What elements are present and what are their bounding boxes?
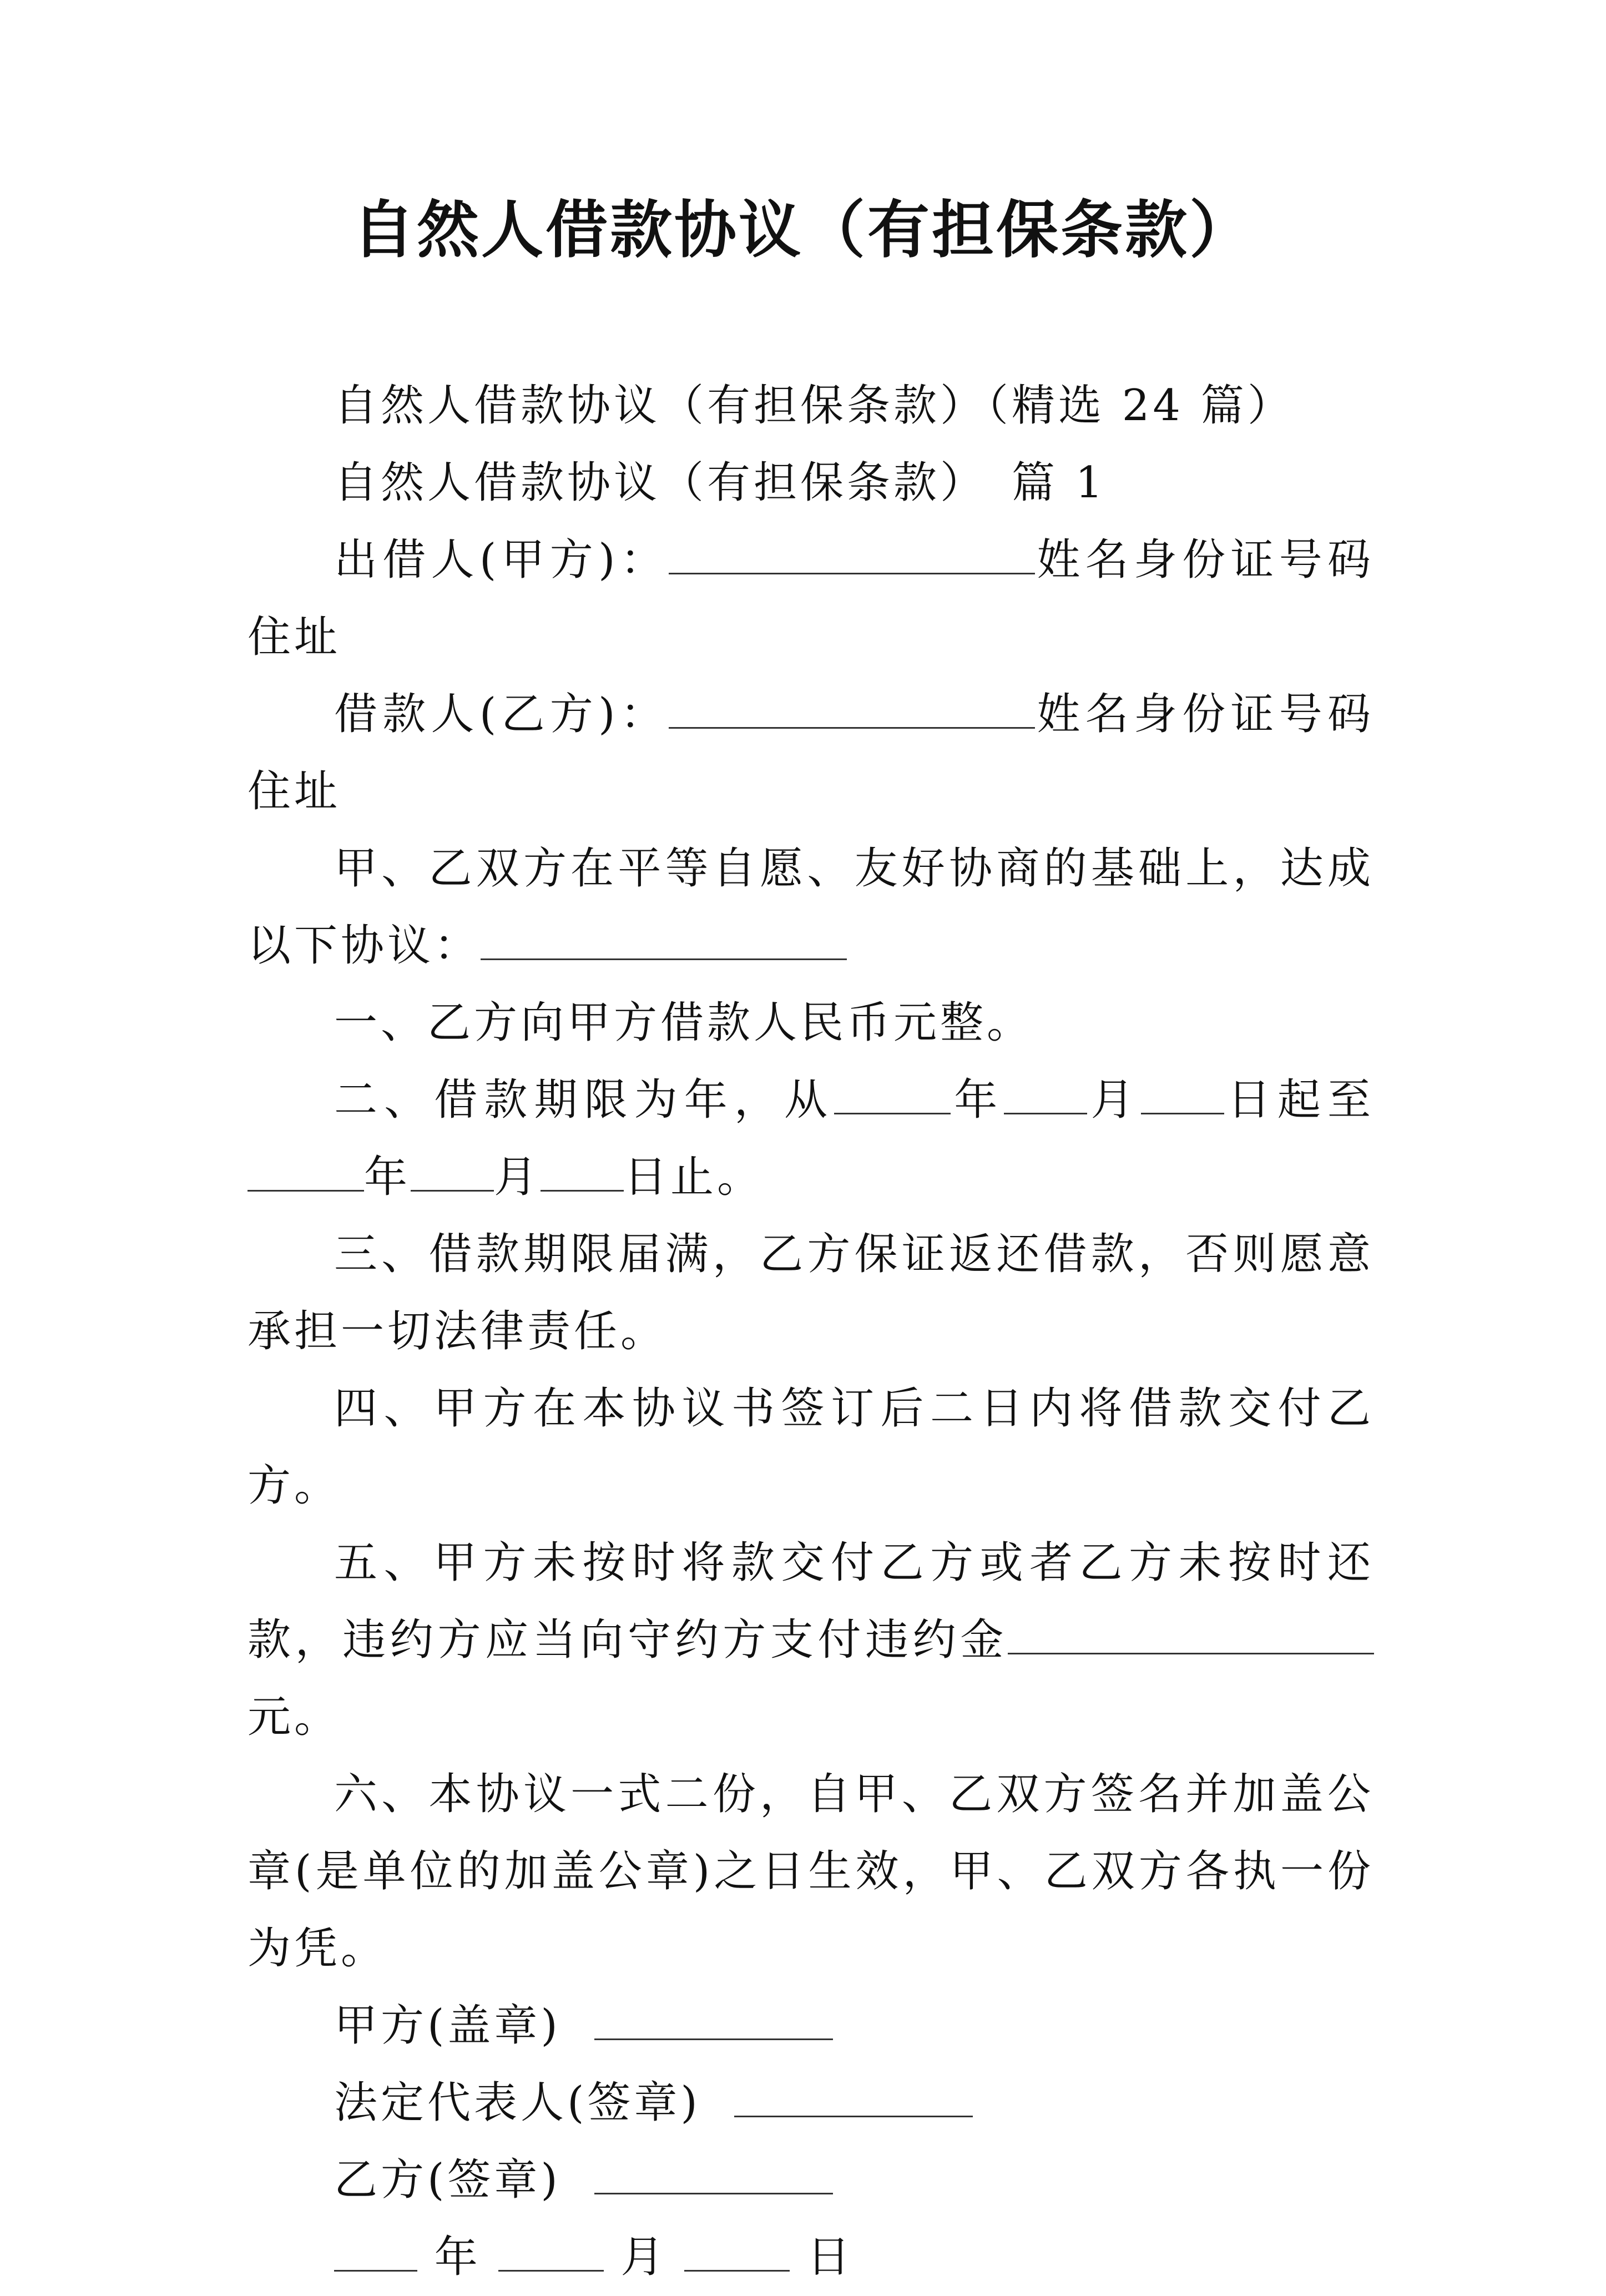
clause-2-month-blank <box>1004 1076 1087 1114</box>
signature-legal-rep-blank <box>734 2079 973 2117</box>
borrower-blank <box>669 690 1035 729</box>
clause-2-year2: 年 <box>364 1152 411 1202</box>
clause-6: 六、本协议一式二份，自甲、乙双方签名并加盖公章(是单位的加盖公章)之日生效，甲、乙双方各执一份为凭。 <box>248 1769 1374 1974</box>
clause-1: 一、乙方向甲方借款人民币元整。 <box>334 998 1034 1048</box>
clause-5 <box>248 1525 1374 1756</box>
date-month-blank <box>498 2233 604 2272</box>
document-subtitle: 自然人借款协议（有担保条款）（精选 24 篇） <box>334 381 1294 431</box>
signature-party-b-label: 乙方(签章) <box>334 2155 561 2205</box>
section-heading: 自然人借款协议（有担保条款） 篇 1 <box>334 458 1107 508</box>
date-day: 日 <box>807 2232 854 2282</box>
borrower-label: 借款人(乙方)： <box>334 689 669 739</box>
clause-2-day2-blank <box>541 1153 624 1192</box>
date-month: 月 <box>620 2232 668 2282</box>
document-body <box>248 367 1374 2296</box>
clause-2-day-from: 日起至 <box>1224 1075 1374 1125</box>
clause-2 <box>248 1062 1374 1216</box>
date-day-blank <box>684 2233 790 2272</box>
lender-label: 出借人(甲方)： <box>334 535 669 585</box>
document-title: 自然人借款协议（有担保条款） <box>352 194 1254 266</box>
signature-legal-rep <box>248 2065 1374 2142</box>
signature-party-a-blank <box>594 2002 833 2040</box>
lender-suffix: 姓名身份证号码住址 <box>248 535 1374 662</box>
clause-5-text: 五、甲方未按时将款交付乙方或者乙方未按时还款，违约方应当向守约方支付违约金 <box>248 1538 1374 1665</box>
date-year-blank <box>334 2233 417 2272</box>
clause-4: 四、甲方在本协议书签订后二日内将借款交付乙方。 <box>248 1384 1374 1511</box>
signature-party-a-label: 甲方(盖章) <box>334 2001 561 2051</box>
lender-blank <box>669 536 1035 574</box>
clause-3: 三、借款期限届满，乙方保证返还借款，否则愿意承担一切法律责任。 <box>248 1229 1374 1356</box>
signature-party-b-blank <box>594 2156 833 2194</box>
signature-legal-rep-label: 法定代表人(签章) <box>334 2078 701 2128</box>
clause-2-month: 月 <box>1087 1075 1141 1125</box>
clause-2-year-blank <box>834 1076 951 1114</box>
clause-2-prefix: 二、借款期限为年，从 <box>334 1075 835 1125</box>
clause-2-month2: 月 <box>494 1152 541 1202</box>
date-year: 年 <box>434 2232 481 2282</box>
clause-2-year2-blank <box>248 1153 364 1192</box>
clause-5-blank <box>1008 1616 1374 1654</box>
borrower-suffix: 姓名身份证号码住址 <box>248 689 1374 816</box>
borrower-line <box>248 676 1374 830</box>
clause-5-suffix: 元。 <box>248 1692 341 1742</box>
signature-party-a <box>248 1987 1374 2065</box>
clause-2-day-blank <box>1141 1076 1224 1114</box>
signature-party-b <box>248 2142 1374 2219</box>
date-line <box>248 2219 1374 2296</box>
clause-2-year: 年 <box>951 1075 1004 1125</box>
intro-text: 甲、乙双方在平等自愿、友好协商的基础上，达成以下协议： <box>248 844 1374 971</box>
clause-2-month2-blank <box>411 1153 494 1192</box>
intro-paragraph <box>248 830 1374 985</box>
intro-blank <box>481 922 847 960</box>
lender-line <box>248 522 1374 676</box>
clause-2-day-end: 日止。 <box>624 1152 764 1202</box>
